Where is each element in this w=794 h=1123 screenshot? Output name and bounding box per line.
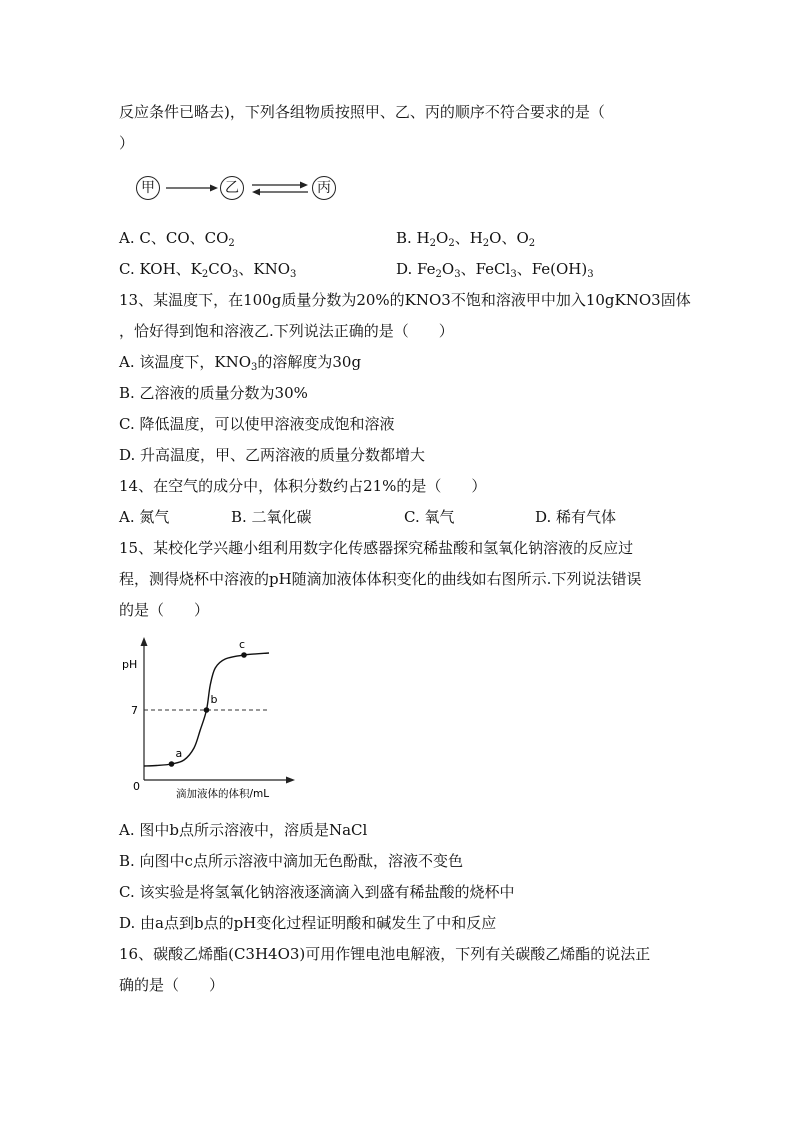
q13-option-b: B. 乙溶液的质量分数为30% — [119, 384, 308, 402]
point-label-c: c — [239, 638, 246, 651]
x-axis-arrow — [286, 777, 295, 784]
q13-option-c: C. 降低温度，可以使甲溶液变成饱和溶液 — [119, 415, 395, 433]
y-axis-arrow — [141, 637, 148, 646]
node-bing: 丙 — [312, 176, 336, 200]
q14-option-c: C. 氧气 — [404, 508, 455, 526]
q14-option-b: B. 二氧化碳 — [231, 508, 312, 526]
intro-line-2: ） — [119, 134, 135, 152]
node-yi: 乙 — [220, 176, 244, 200]
x-axis-label: 滴加液体的体积/mL — [176, 788, 270, 800]
q13-stem-2: ，恰好得到饱和溶液乙.下列说法正确的是（ ） — [119, 322, 454, 340]
q15-option-c: C. 该实验是将氢氧化钠溶液逐滴滴入到盛有稀盐酸的烧杯中 — [119, 883, 515, 901]
q15-option-b: B. 向图中c点所示溶液中滴加无色酚酞，溶液不变色 — [119, 852, 463, 870]
flow-arrows — [0, 0, 794, 260]
y-tick-7: 7 — [131, 704, 138, 717]
q15-stem-2: 程，测得烧杯中溶液的pH随滴加液体体积变化的曲线如右图所示.下列说法错误 — [119, 570, 642, 588]
q14-stem: 14、在空气的成分中，体积分数约占21%的是（ ） — [119, 477, 487, 495]
point-label-a: a — [175, 747, 183, 760]
q12-option-d: D. $Fe_2O_3$、FeCl$_3$、$Fe(OH)_3$ — [396, 260, 594, 280]
q14-option-d: D. 稀有气体 — [535, 508, 617, 526]
point-a — [169, 761, 175, 767]
arrow-jia-yi-head — [210, 185, 218, 192]
q16-stem-2: 确的是（ ） — [119, 976, 225, 994]
q12-option-a: A. C、CO、$CO_2$ — [119, 229, 235, 249]
q13-stem-1: 13、某温度下，在100g质量分数为20%的KNO3不饱和溶液甲中加入10gKNO3固体 — [119, 291, 691, 309]
q16-stem-1: 16、碳酸乙烯酯(C3H4O3)可用作锂电池电解液，下列有关碳酸乙烯酯的说法正 — [119, 945, 651, 963]
arrow-yi-bing-head — [300, 182, 308, 189]
ph-titration-chart — [120, 635, 310, 805]
point-label-b: b — [210, 693, 218, 706]
node-jia: 甲 — [136, 176, 160, 200]
point-c — [241, 652, 247, 658]
y-axis-label: pH — [122, 658, 138, 671]
q13-option-d: D. 升高温度，甲、乙两溶液的质量分数都增大 — [119, 446, 426, 464]
q13-option-a: A. 该温度下，$KNO_3$的溶解度为30g — [119, 353, 362, 373]
point-b — [204, 707, 210, 713]
arrow-bing-yi-head — [252, 189, 260, 196]
q14-option-a: A. 氮气 — [119, 508, 170, 526]
q15-stem-1: 15、某校化学兴趣小组利用数字化传感器探究稀盐酸和氢氧化钠溶液的反应过 — [119, 539, 634, 557]
q12-option-b: B. $H_2O_2$、$H_2O$、$O_2$ — [396, 229, 536, 249]
q12-option-c: C. KOH、$K_2CO_3$、$KNO_3$ — [119, 260, 297, 280]
origin-label: 0 — [133, 780, 140, 793]
q15-option-d: D. 由a点到b点的pH变化过程证明酸和碱发生了中和反应 — [119, 914, 497, 932]
q15-option-a: A. 图中b点所示溶液中，溶质是NaCl — [119, 821, 368, 839]
intro-line-1: 反应条件已略去)，下列各组物质按照甲、乙、丙的顺序不符合要求的是（ — [119, 103, 605, 121]
q15-stem-3: 的是（ ） — [119, 601, 210, 619]
